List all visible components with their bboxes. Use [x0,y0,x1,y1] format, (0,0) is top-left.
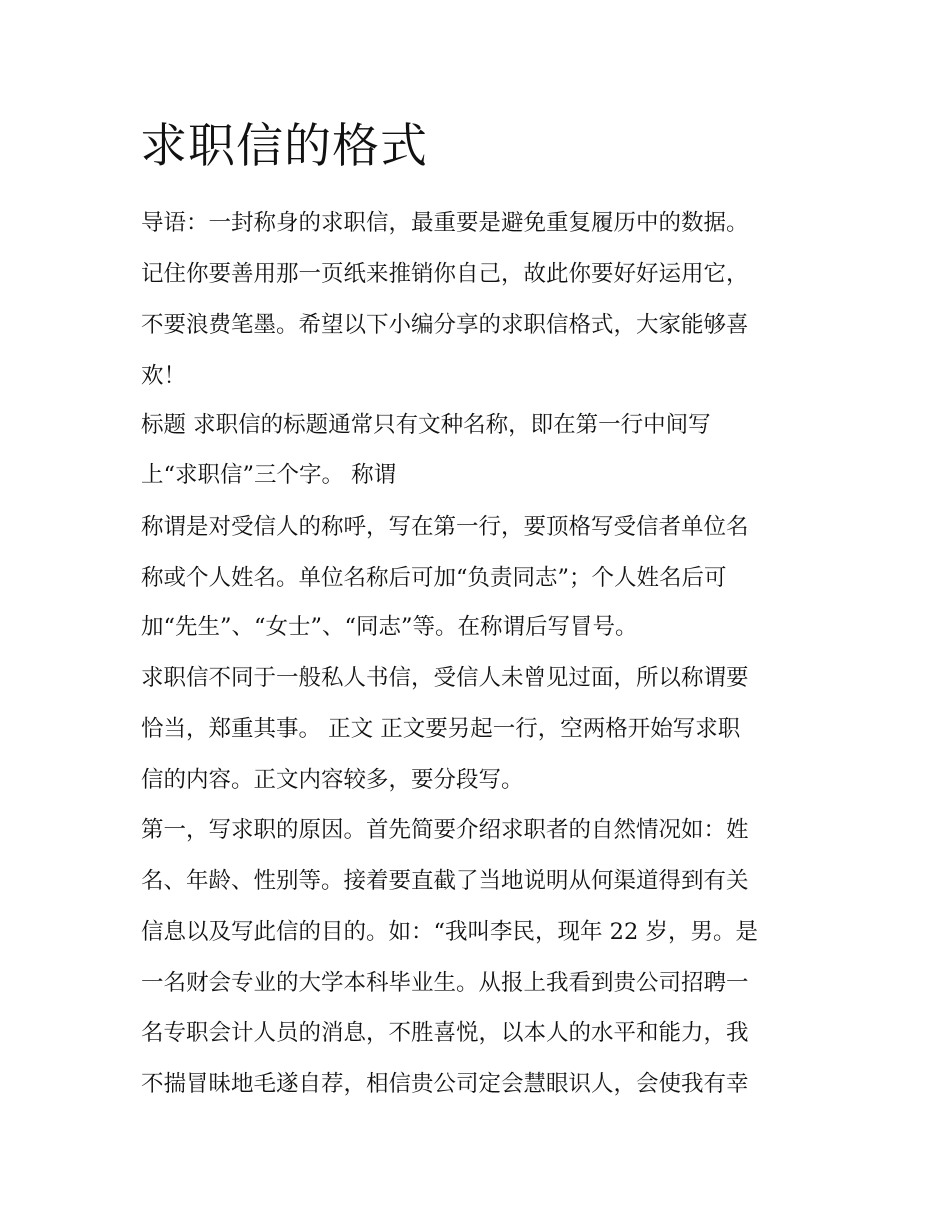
body-line-11: 恰当，郑重其事。 正文 正文要另起一行，空两格开始写求职 [141,716,741,742]
body-line-13: 第一，写求职的原因。首先简要介绍求职者的自然情况如：姓 [141,817,749,843]
body-line-15: 信息以及写此信的目的。如：“我叫李民，现年 22 岁，男。是 [141,919,758,945]
body-line-2: 记住你要善用那一页纸来推销你自己，故此你要好好运用它， [141,261,749,287]
body-line-14: 名、年龄、性别等。接着要直截了当地说明从何渠道得到有关 [141,868,749,894]
body-line-5: 标题 求职信的标题通常只有文种名称，即在第一行中间写 [141,412,711,438]
body-line-4: 欢！ [141,363,187,389]
body-line-7: 称谓是对受信人的称呼，写在第一行，要顶格写受信者单位名 [141,514,749,540]
body-line-12: 信的内容。正文内容较多，要分段写。 [141,767,524,793]
body-line-16: 一名财会专业的大学本科毕业生。从报上我看到贵公司招聘一 [141,970,749,996]
body-line-3: 不要浪费笔墨。希望以下小编分享的求职信格式，大家能够喜 [141,312,749,338]
body-line-18: 不揣冒昧地毛遂自荐，相信贵公司定会慧眼识人，会使我有幸 [141,1071,749,1097]
body-line-8: 称或个人姓名。单位名称后可加“负责同志”；个人姓名后可 [141,565,727,591]
page-title: 求职信的格式 [140,119,428,174]
body-line-1: 导语：一封称身的求职信，最重要是避免重复履历中的数据。 [141,210,749,236]
body-line-17: 名专职会计人员的消息，不胜喜悦，以本人的水平和能力，我 [141,1020,749,1046]
body-line-9: 加“先生”、“女士”、“同志”等。在称谓后写冒号。 [141,614,638,640]
body-line-6: 上“求职信”三个字。 称谓 [141,462,397,488]
body-line-10: 求职信不同于一般私人书信，受信人未曾见过面，所以称谓要 [141,665,749,691]
